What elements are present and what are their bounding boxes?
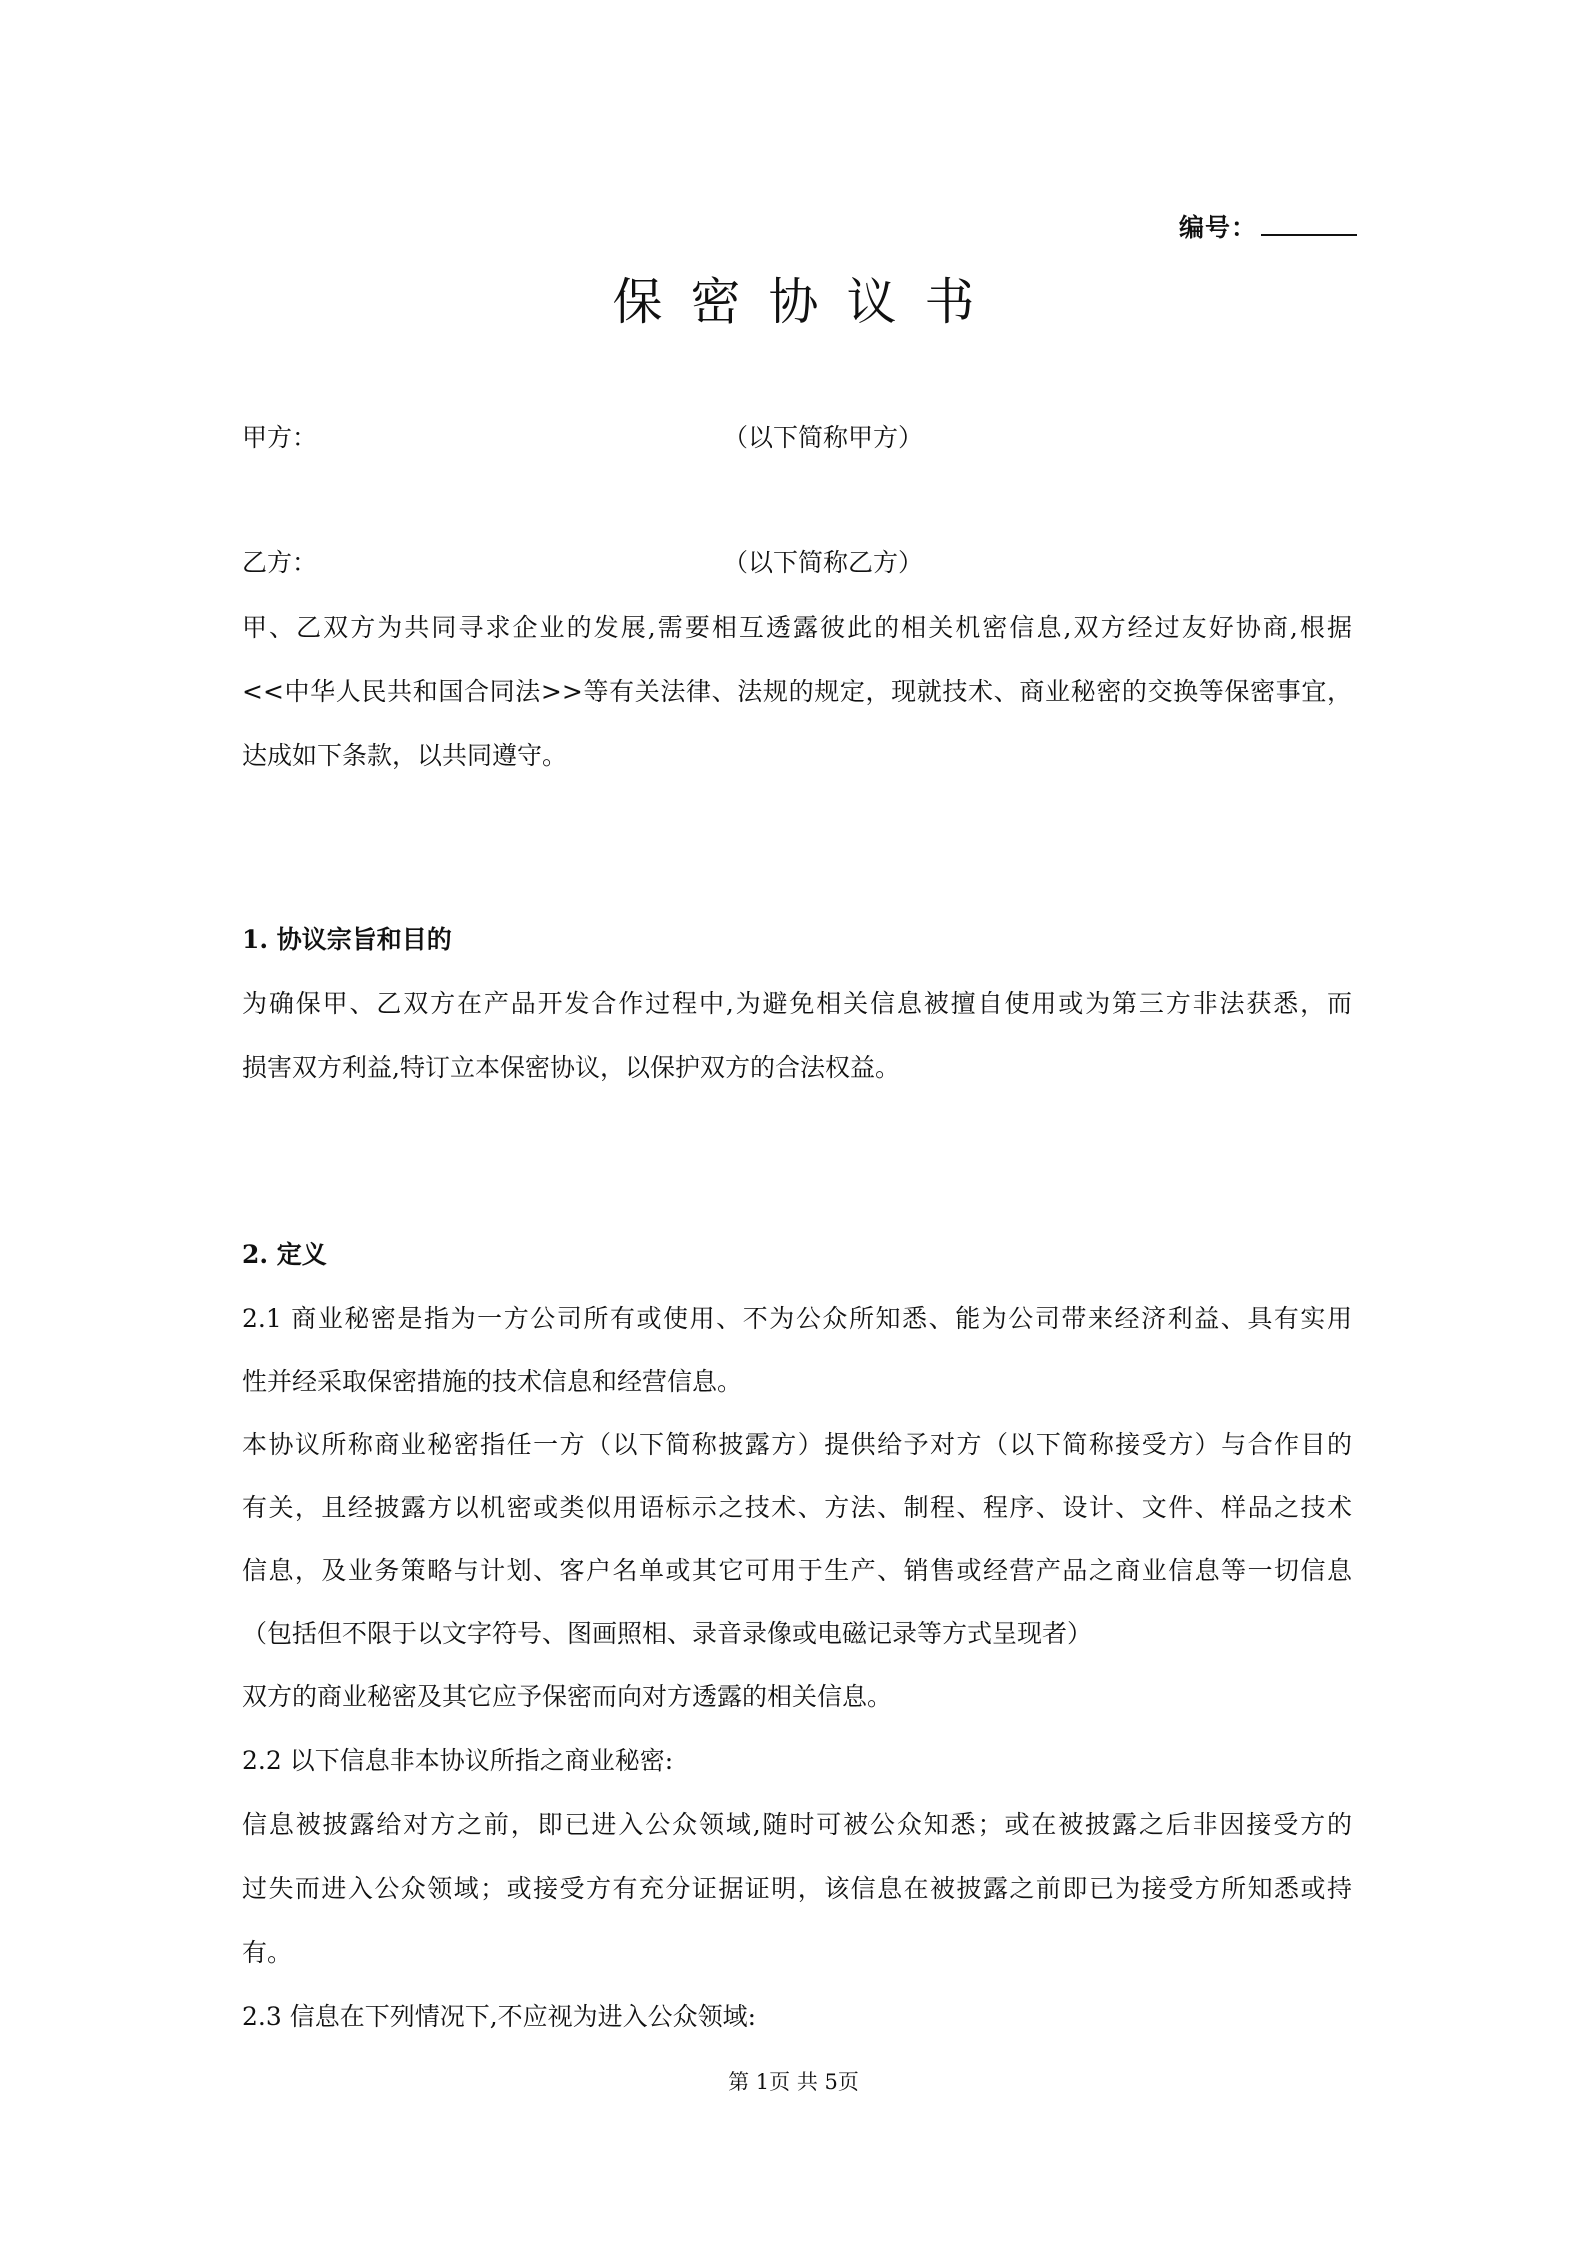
section-2-line: 性并经采取保密措施的技术信息和经营信息。 — [242, 1367, 743, 1396]
document-title: 保密协议书 — [612, 273, 1003, 331]
party-a-label: 甲方： — [242, 423, 318, 452]
section-2-line: 2.2 以下信息非本协议所指之商业秘密: — [242, 1746, 674, 1775]
preamble-line: 甲、乙双方为共同寻求企业的发展,需要相互透露彼此的相关机密信息,双方经过友好协商,根据 — [242, 613, 1352, 642]
party-a-note: （以下简称甲方） — [723, 423, 924, 452]
section-2-line: （包括但不限于以文字符号、图画照相、录音录像或电磁记录等方式呈现者） — [242, 1619, 1093, 1648]
section-2-line: 2.1 商业秘密是指为一方公司所有或使用、不为公众所知悉、能为公司带来经济利益、具有实用 — [242, 1304, 1352, 1333]
section-2-line: 信息被披露给对方之前，即已进入公众领域,随时可被公众知悉；或在被披露之后非因接受方的 — [242, 1810, 1352, 1839]
preamble-line: <<中华人民共和国合同法>>等有关法律、法规的规定，现就技术、商业秘密的交换等保密事宜， — [242, 677, 1352, 706]
section-1-line: 为确保甲、乙双方在产品开发合作过程中,为避免相关信息被擅自使用或为第三方非法获悉，而 — [242, 989, 1352, 1018]
section-2-line: 有。 — [242, 1938, 293, 1967]
section-2-line: 双方的商业秘密及其它应予保密而向对方透露的相关信息。 — [242, 1682, 893, 1711]
section-2-line: 2.3 信息在下列情况下,不应视为进入公众领域: — [242, 2002, 757, 2031]
party-b-label: 乙方： — [242, 548, 318, 577]
section-2-line: 本协议所称商业秘密指任一方（以下简称披露方）提供给予对方（以下简称接受方）与合作目的 — [242, 1430, 1352, 1459]
section-1-heading: 1. 协议宗旨和目的 — [242, 925, 452, 954]
document-number — [1179, 208, 1357, 244]
section-2-line: 信息，及业务策略与计划、客户名单或其它可用于生产、销售或经营产品之商业信息等一切信息 — [242, 1556, 1352, 1585]
preamble-line: 达成如下条款，以共同遵守。 — [242, 741, 568, 770]
document-number-blank — [1261, 212, 1357, 236]
section-2-line: 过失而进入公众领域；或接受方有充分证据证明，该信息在被披露之前即已为接受方所知悉或持 — [242, 1874, 1352, 1903]
section-1-line: 损害双方利益,特订立本保密协议，以保护双方的合法权益。 — [242, 1053, 900, 1082]
section-2-heading: 2. 定义 — [242, 1240, 327, 1269]
section-2-line: 有关，且经披露方以机密或类似用语标示之技术、方法、制程、程序、设计、文件、样品之技术 — [242, 1493, 1352, 1522]
page-indicator: 第 1页 共 5页 — [728, 2070, 859, 2094]
party-b-note: （以下简称乙方） — [723, 548, 924, 577]
document-number-label: 编号： — [1178, 213, 1257, 242]
